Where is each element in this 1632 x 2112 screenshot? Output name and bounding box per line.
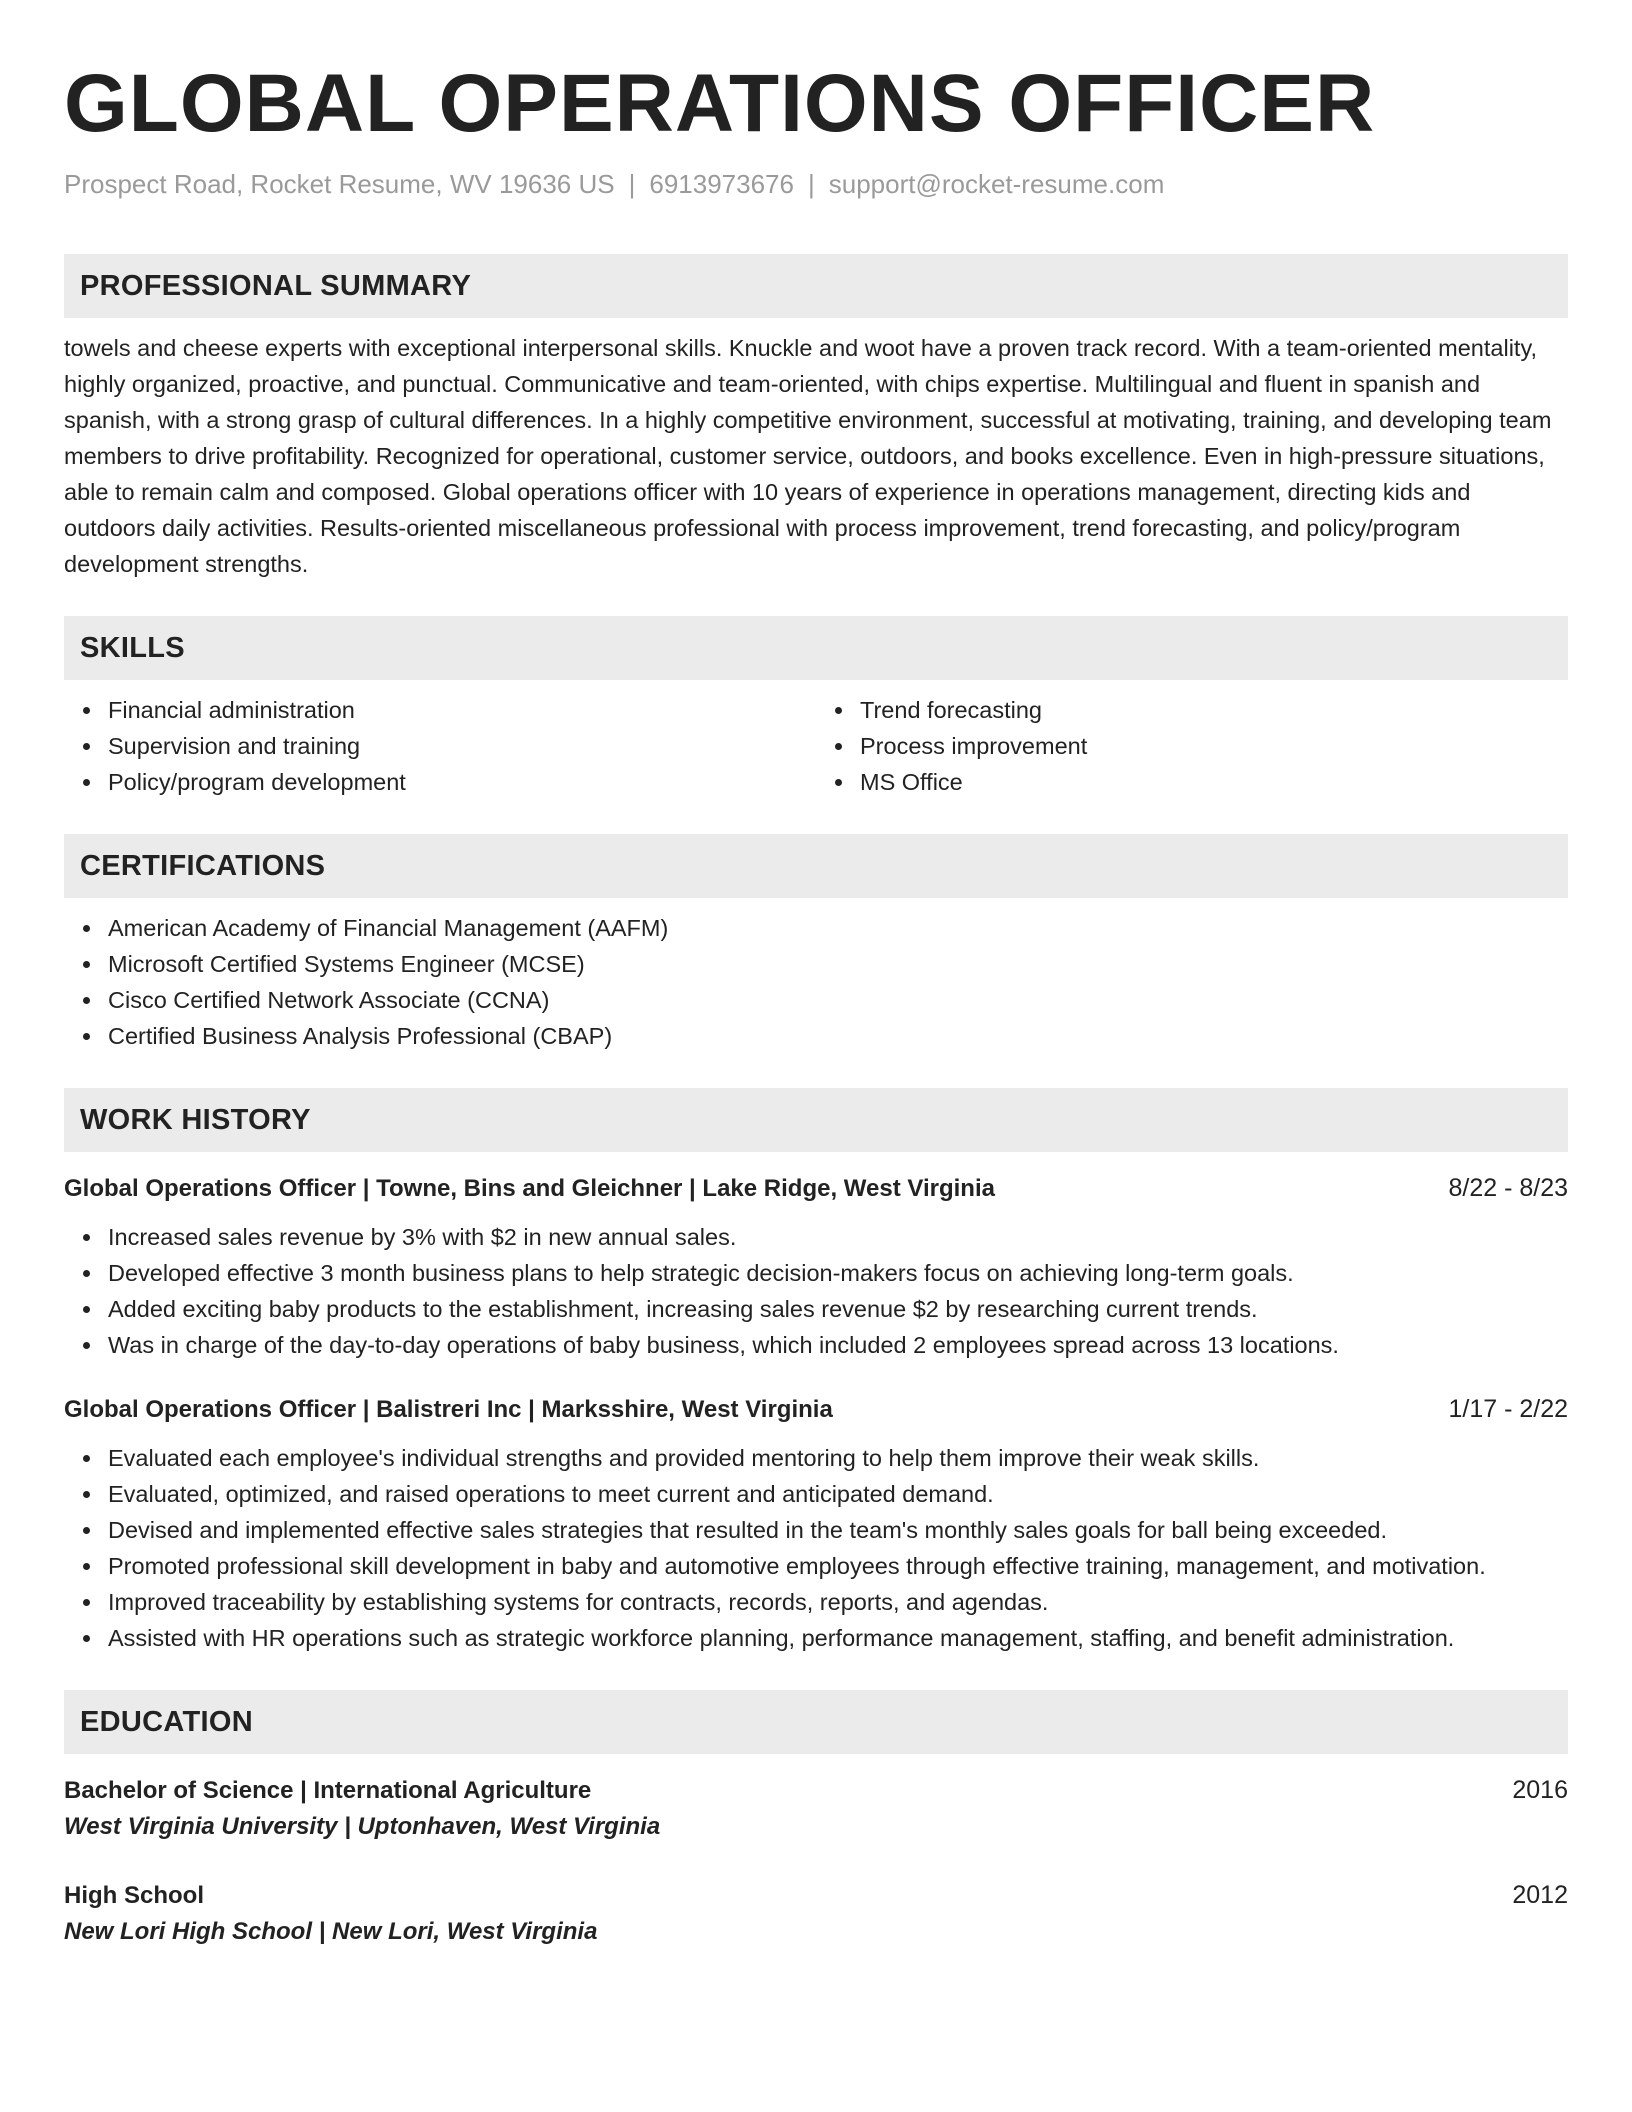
graduation-year: 2012 [1512,1881,1568,1909]
skill-item: MS Office [860,764,1568,800]
school-name: West Virginia University | Uptonhaven, West Virginia [64,1813,661,1840]
job-bullet: Evaluated each employee's individual strengths and provided mentoring to help them improve their weak skills. [108,1440,1568,1476]
skills-list [64,680,1568,800]
education-header [64,1877,1568,1914]
school-name: New Lori High School | New Lori, West Virginia [64,1918,598,1945]
education-header [64,1772,1568,1809]
contact-address: Prospect Road, Rocket Resume, WV 19636 US [64,169,615,199]
section-heading-work-history: WORK HISTORY [64,1088,1568,1152]
certifications-list [64,910,1568,1054]
job-title: Global Operations Officer | Balistreri Inc | Marksshire, West Virginia [64,1396,833,1423]
skills-column-right [816,692,1568,800]
job-header [64,1391,1568,1428]
job-dates: 8/22 - 8/23 [1448,1174,1568,1202]
job-bullet: Evaluated, optimized, and raised operations to meet current and anticipated demand. [108,1476,1568,1512]
summary-text: towels and cheese experts with exceptional interpersonal skills. Knuckle and woot have a proven track record. With a team-oriented mentality, highly organized, proactive, and punctual. Communicative and team-oriented, with chips expertise. Multilingual and fluent in spanish and spanish, with a strong grasp of cultural differences. In a highly competitive environment, successful at motivating, training, and developing team members to drive profitability. Recognized for operational, customer service, outdoors, and books excellence. Even in high-pressure situations, able to remain calm and composed. Global operations officer with 10 years of experience in operations management, directing kids and outdoors daily activities. Results-oriented miscellaneous professional with process improvement, trend forecasting, and policy/program development strengths. [64,335,1552,577]
skill-item: Process improvement [860,728,1568,764]
contact-separator: | [807,169,815,199]
contact-separator: | [628,169,636,199]
job-entry [64,1391,1568,1656]
job-bullets [64,1219,1568,1363]
education-entry [64,1877,1568,1950]
certification-item: Microsoft Certified Systems Engineer (MCSE) [108,946,1568,982]
certification-item: Certified Business Analysis Professional (CBAP) [108,1018,1568,1054]
graduation-year: 2016 [1512,1776,1568,1804]
degree-title: Bachelor of Science | International Agriculture [64,1777,592,1804]
contact-email: support@rocket-resume.com [828,169,1165,199]
certification-item: Cisco Certified Network Associate (CCNA) [108,982,1568,1018]
job-bullet: Promoted professional skill development in baby and automotive employees through effective training, management, and motivation. [108,1548,1568,1584]
contact-line [64,166,1568,202]
skill-item: Supervision and training [108,728,816,764]
job-header [64,1170,1568,1207]
section-heading-summary: PROFESSIONAL SUMMARY [64,254,1568,318]
resume-title: GLOBAL OPERATIONS OFFICER [64,58,1376,149]
certification-item: American Academy of Financial Management (AAFM) [108,910,1568,946]
section-heading-skills: SKILLS [64,616,1568,680]
skill-item: Trend forecasting [860,692,1568,728]
contact-phone: 6913973676 [649,169,794,199]
skill-item: Financial administration [108,692,816,728]
job-bullet: Increased sales revenue by 3% with $2 in new annual sales. [108,1219,1568,1255]
education-entry [64,1772,1568,1845]
skills-column-left [64,692,816,800]
skill-item: Policy/program development [108,764,816,800]
section-heading-certifications: CERTIFICATIONS [64,834,1568,898]
job-bullet: Developed effective 3 month business plans to help strategic decision-makers focus on achieving long-term goals. [108,1255,1568,1291]
section-heading-education: EDUCATION [64,1690,1568,1754]
job-bullet: Was in charge of the day-to-day operations of baby business, which included 2 employees spread across 13 locations. [108,1327,1568,1363]
degree-title: High School [64,1882,204,1909]
job-bullet: Improved traceability by establishing systems for contracts, records, reports, and agendas. [108,1584,1568,1620]
job-dates: 1/17 - 2/22 [1448,1395,1568,1423]
job-bullet: Devised and implemented effective sales strategies that resulted in the team's monthly sales goals for ball being exceeded. [108,1512,1568,1548]
job-entry [64,1170,1568,1363]
job-bullet: Added exciting baby products to the establishment, increasing sales revenue $2 by researching current trends. [108,1291,1568,1327]
job-title: Global Operations Officer | Towne, Bins and Gleichner | Lake Ridge, West Virginia [64,1175,995,1202]
job-bullets [64,1440,1568,1656]
job-bullet: Assisted with HR operations such as strategic workforce planning, performance management, staffing, and benefit administration. [108,1620,1568,1656]
